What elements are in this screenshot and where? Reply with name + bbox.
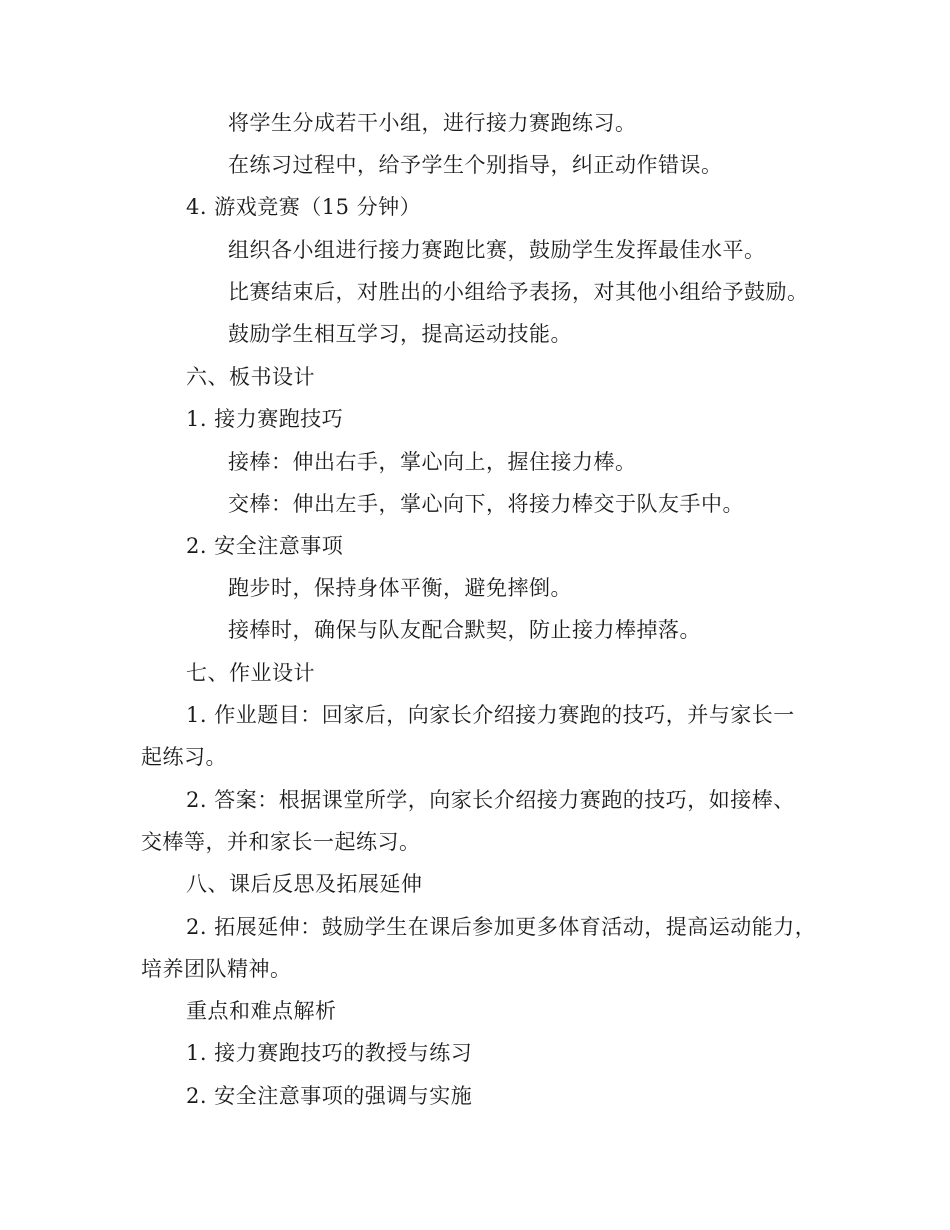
paragraph-line: 1. 作业题目：回家后，向家长介绍接力赛跑的技巧，并与家长一 [186, 703, 795, 727]
section-heading: 六、板书设计 [186, 365, 315, 389]
text-line: 鼓励学生相互学习，提高运动技能。 [228, 322, 572, 346]
text-line: 接棒时，确保与队友配合默契，防止接力棒掉落。 [228, 618, 701, 642]
paragraph-line: 2. 答案：根据课堂所学，向家长介绍接力赛跑的技巧，如接棒、 [186, 788, 795, 812]
paragraph-line: 培养团队精神。 [141, 957, 292, 981]
list-item-heading: 4. 游戏竞赛（15 分钟） [186, 195, 422, 219]
paragraph-line: 起练习。 [141, 745, 227, 769]
section-heading: 七、作业设计 [186, 661, 315, 685]
section-heading: 重点和难点解析 [186, 999, 337, 1023]
text-line: 跑步时，保持身体平衡，避免摔倒。 [228, 576, 572, 600]
text-line: 在练习过程中，给予学生个别指导，纠正动作错误。 [228, 153, 723, 177]
section-heading: 八、课后反思及拓展延伸 [186, 872, 423, 896]
text-line: 组织各小组进行接力赛跑比赛，鼓励学生发挥最佳水平。 [228, 238, 766, 262]
list-item-heading: 2. 安全注意事项 [186, 534, 344, 558]
text-line: 接棒：伸出右手，掌心向上，握住接力棒。 [228, 450, 637, 474]
list-item-heading: 1. 接力赛跑技巧 [186, 407, 344, 431]
list-item-heading: 2. 安全注意事项的强调与实施 [186, 1084, 473, 1108]
list-item-heading: 1. 接力赛跑技巧的教授与练习 [186, 1041, 473, 1065]
paragraph-line: 2. 拓展延伸：鼓励学生在课后参加更多体育活动，提高运动能力， [186, 915, 817, 939]
paragraph-line: 交棒等，并和家长一起练习。 [141, 830, 421, 854]
text-line: 比赛结束后，对胜出的小组给予表扬，对其他小组给予鼓励。 [228, 280, 809, 304]
text-line: 交棒：伸出左手，掌心向下，将接力棒交于队友手中。 [228, 492, 744, 516]
text-line: 将学生分成若干小组，进行接力赛跑练习。 [228, 111, 637, 135]
